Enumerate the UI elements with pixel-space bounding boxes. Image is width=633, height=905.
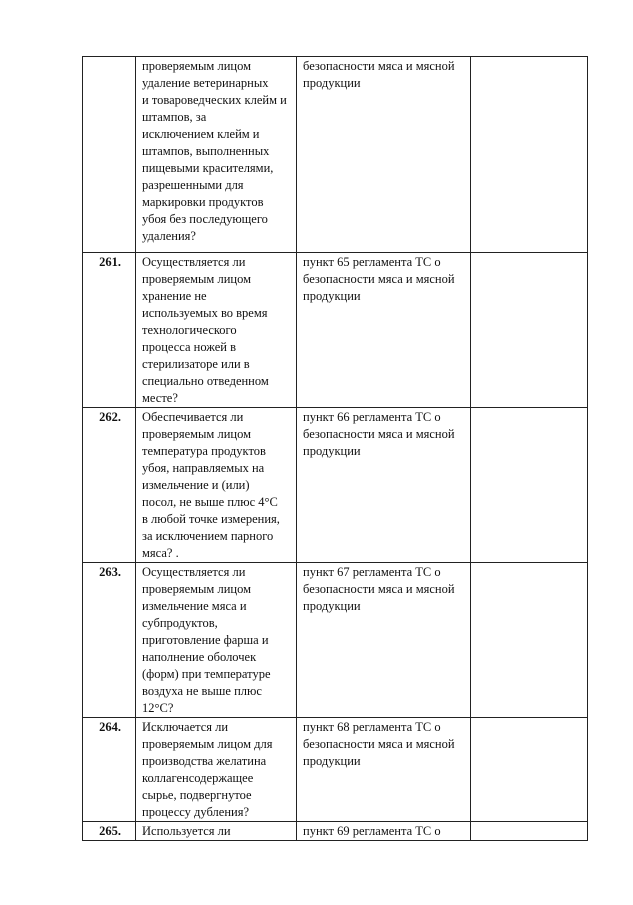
reference-cell (297, 718, 471, 822)
reference-cell (297, 822, 471, 841)
reference-line: продукции (303, 444, 361, 458)
question-line: Осуществляется ли (142, 255, 246, 269)
question-line: Обеспечивается ли (142, 410, 244, 424)
reference-cell (297, 563, 471, 718)
question-line: проверяемым лицом для (142, 737, 273, 751)
checklist-table (82, 56, 588, 841)
question-line: процессу дубления? (142, 805, 250, 819)
table-row (83, 563, 588, 718)
reference-line: пункт 65 регламента ТС о (303, 255, 441, 269)
question-line: коллагенсодержащее (142, 771, 254, 785)
note-cell (471, 253, 588, 408)
question-line: посол, не выше плюс 4°С (142, 495, 278, 509)
question-line: измельчение мяса и (142, 599, 247, 613)
note-cell (471, 57, 588, 253)
question-cell (136, 57, 297, 253)
row-number: 263. (83, 563, 136, 718)
question-line: проверяемым лицом (142, 427, 251, 441)
checklist-rows (83, 57, 588, 841)
question-line: стерилизаторе или в (142, 357, 250, 371)
table-row (83, 718, 588, 822)
table-row (83, 57, 588, 253)
table-row (83, 253, 588, 408)
question-line: процесса ножей в (142, 340, 237, 354)
question-line: штампов, выполненных (142, 144, 270, 158)
question-line: исключением клейм и (142, 127, 260, 141)
question-line: измельчение и (или) (142, 478, 250, 492)
reference-line: безопасности мяса и мясной (303, 272, 455, 286)
question-line: штампов, за (142, 110, 207, 124)
question-line: Используется ли (142, 824, 231, 838)
question-line: технологического (142, 323, 237, 337)
question-line: специально отведенном (142, 374, 269, 388)
question-line: сырье, подвергнутое (142, 788, 252, 802)
reference-line: продукции (303, 289, 361, 303)
question-line: производства желатина (142, 754, 267, 768)
row-number: 264. (83, 718, 136, 822)
reference-line: пункт 67 регламента ТС о (303, 565, 441, 579)
question-line: 12°С? (142, 701, 174, 715)
table-row (83, 408, 588, 563)
question-line: убоя без последующего (142, 212, 268, 226)
question-line: хранение не (142, 289, 207, 303)
reference-line: безопасности мяса и мясной (303, 582, 455, 596)
question-cell (136, 253, 297, 408)
reference-line: продукции (303, 76, 361, 90)
question-line: пищевыми красителями, (142, 161, 274, 175)
reference-line: продукции (303, 754, 361, 768)
question-line: убоя, направляемых на (142, 461, 265, 475)
question-line: субпродуктов, (142, 616, 218, 630)
question-line: проверяемым лицом (142, 582, 251, 596)
question-cell (136, 408, 297, 563)
reference-line: безопасности мяса и мясной (303, 737, 455, 751)
question-line: (форм) при температуре (142, 667, 271, 681)
row-number: 261. (83, 253, 136, 408)
reference-line: продукции (303, 599, 361, 613)
question-line: используемых во время (142, 306, 268, 320)
note-cell (471, 718, 588, 822)
reference-line: пункт 66 регламента ТС о (303, 410, 441, 424)
reference-line: пункт 69 регламента ТС о (303, 824, 441, 838)
question-line: Осуществляется ли (142, 565, 246, 579)
row-number: 262. (83, 408, 136, 563)
question-line: мяса? . (142, 546, 179, 560)
reference-line: безопасности мяса и мясной (303, 59, 455, 73)
reference-cell (297, 57, 471, 253)
note-cell (471, 822, 588, 841)
question-line: Исключается ли (142, 720, 229, 734)
table-row (83, 822, 588, 841)
question-line: наполнение оболочек (142, 650, 257, 664)
question-line: удаления? (142, 229, 196, 243)
question-cell (136, 718, 297, 822)
question-line: проверяемым лицом (142, 272, 251, 286)
reference-cell (297, 253, 471, 408)
question-line: приготовление фарша и (142, 633, 269, 647)
reference-cell (297, 408, 471, 563)
question-line: температура продуктов (142, 444, 266, 458)
question-line: и товароведческих клейм и (142, 93, 287, 107)
question-line: разрешенными для (142, 178, 244, 192)
reference-line: пункт 68 регламента ТС о (303, 720, 441, 734)
question-cell (136, 822, 297, 841)
row-number: 265. (83, 822, 136, 841)
question-line: воздуха не выше плюс (142, 684, 262, 698)
question-line: за исключением парного (142, 529, 274, 543)
question-cell (136, 563, 297, 718)
question-line: проверяемым лицом (142, 59, 251, 73)
question-line: маркировки продуктов (142, 195, 264, 209)
reference-line: безопасности мяса и мясной (303, 427, 455, 441)
question-line: в любой точке измерения, (142, 512, 280, 526)
row-number (83, 57, 136, 253)
note-cell (471, 563, 588, 718)
question-line: месте? (142, 391, 178, 405)
question-line: удаление ветеринарных (142, 76, 269, 90)
note-cell (471, 408, 588, 563)
